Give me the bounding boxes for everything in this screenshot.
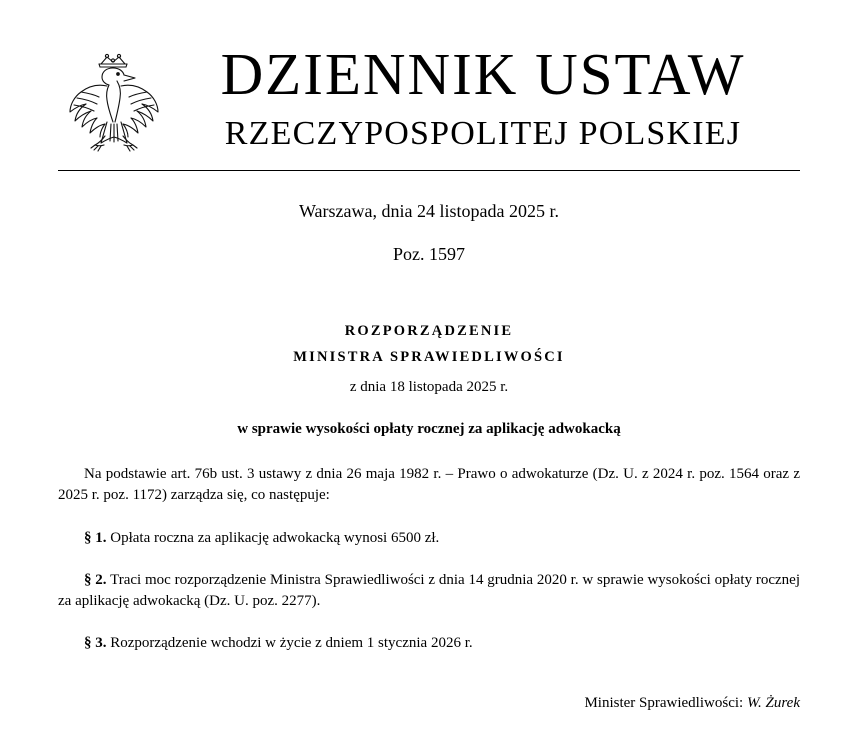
preamble-paragraph: Na podstawie art. 76b ust. 3 ustawy z dnia 26 maja 1982 r. – Prawo o adwokaturze (Dz. U. z 2024 r. poz. 1564 oraz z 2025 r. poz. 1172) zarządza się, co następuje: [58, 466, 800, 504]
place-and-date: Warszawa, dnia 24 listopada 2025 r. [299, 201, 559, 221]
masthead-divider [58, 170, 800, 171]
section-marker: § 3. [84, 635, 107, 652]
masthead [0, 0, 858, 156]
section-marker: § 2. [84, 571, 107, 588]
section-marker: § 1. [84, 529, 107, 546]
section-paragraph [58, 633, 800, 654]
act-issuer: MINISTRA SPRAWIEDLIWOŚCI [293, 349, 565, 365]
polish-eagle-emblem-icon [58, 44, 168, 156]
section-paragraph [58, 570, 800, 613]
section-text: Traci moc rozporządzenie Ministra Sprawiedliwości z dnia 14 grudnia 2020 r. w sprawie wysokości opłaty rocznej za aplikację adwokacką (Dz. U. poz. 2277). [58, 571, 800, 610]
gazette-subtitle: RZECZYPOSPOLITEJ POLSKIEJ [224, 115, 742, 153]
position-number: Poz. 1597 [393, 244, 465, 264]
section-paragraph [58, 528, 800, 549]
act-date: z dnia 18 listopada 2025 r. [349, 379, 509, 395]
section-text: Rozporządzenie wchodzi w życie z dniem 1 stycznia 2026 r. [106, 635, 473, 652]
act-body [58, 464, 800, 655]
act-type: ROZPORZĄDZENIE [344, 323, 514, 339]
signature-line [58, 695, 800, 712]
gazette-title: DZIENNIK USTAW [220, 41, 746, 107]
section-text: Opłata roczna za aplikację adwokacką wynosi 6500 zł. [106, 529, 440, 546]
signature-name: W. Żurek [746, 694, 800, 711]
act-subject: w sprawie wysokości opłaty rocznej za aplikację adwokacką [237, 421, 621, 437]
act-heading [0, 323, 858, 396]
masthead-titles [168, 41, 800, 153]
signature-role: Minister Sprawiedliwości: [584, 694, 747, 711]
